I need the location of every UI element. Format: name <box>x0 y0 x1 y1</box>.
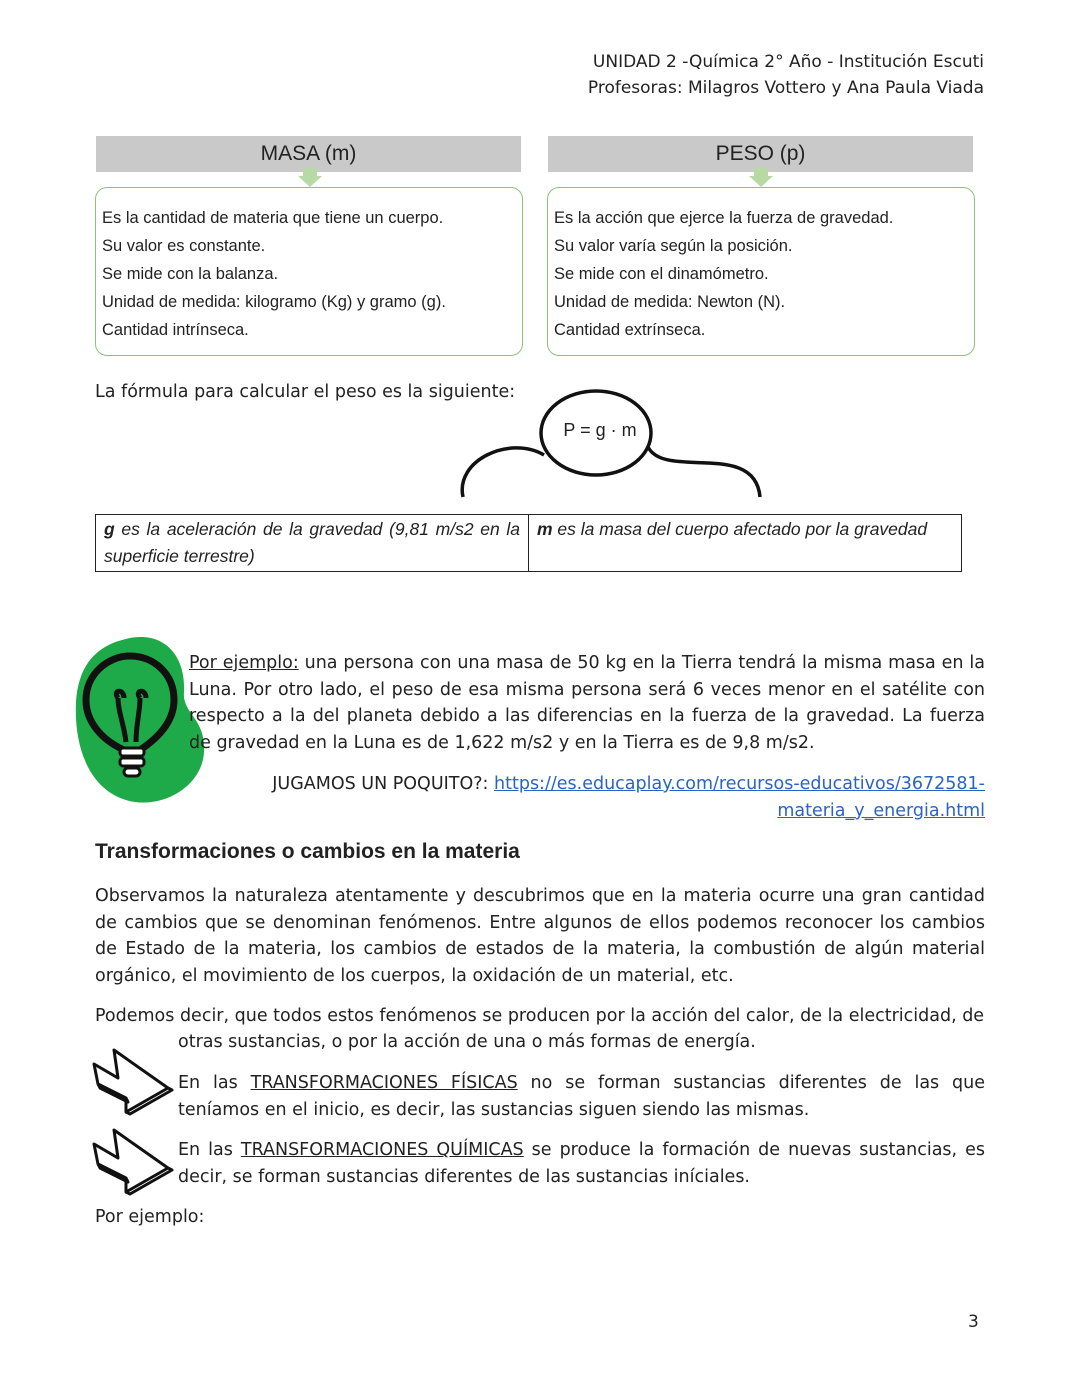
formula-intro: La fórmula para calcular el peso es la siguiente: <box>95 382 516 402</box>
header-teachers: Profesoras: Milagros Vottero y Ana Paula Viada <box>587 78 984 98</box>
g-symbol: g <box>104 519 115 539</box>
peso-line-2: Su valor varía según la posición. <box>554 237 793 255</box>
g-definition: es la aceleración de la gravedad (9,81 m/s2 en la superficie terrestre) <box>104 519 520 566</box>
peso-arrow-down-icon <box>749 168 773 188</box>
game-label: JUGAMOS UN POQUITO?: <box>272 774 495 794</box>
table-row <box>96 515 962 572</box>
physical-term: TRANSFORMACIONES FÍSICAS <box>250 1073 518 1093</box>
masa-line-2: Su valor es constante. <box>102 237 266 255</box>
arrow-right-icon <box>88 1048 174 1116</box>
section-title: Transformaciones o cambios en la materia <box>95 840 520 863</box>
peso-line-1: Es la acción que ejerce la fuerza de gravedad. <box>554 209 894 227</box>
physical-transformations <box>178 1070 985 1123</box>
masa-card <box>95 187 523 356</box>
example-paragraph <box>189 650 985 756</box>
m-definition: es la masa del cuerpo afectado por la gravedad <box>552 519 928 539</box>
masa-arrow-down-icon <box>298 168 322 188</box>
example-label: Por ejemplo: <box>189 653 299 673</box>
section-paragraph-1: Observamos la naturaleza atentamente y descubrimos que en la materia ocurre una gran cantidad de cambios que se denominan fenómenos. Entre algunos de ellos podemos reconocer los cambios de Estado de la materia, los cambios de estados de la materia, la combustión de algún material orgánico, el movimiento de los cuerpos, la oxidación de un material, etc. <box>95 886 985 986</box>
masa-line-4: Unidad de medida: kilogramo (Kg) y gramo (g). <box>102 293 446 311</box>
closing-example: Por ejemplo: <box>95 1207 205 1227</box>
peso-line-5: Cantidad extrínseca. <box>554 321 706 339</box>
physical-description: no se forman sustancias diferentes de las que teníamos en el inicio, es decir, las sustancias siguen siendo las mismas. <box>178 1073 985 1120</box>
arrow-right-icon <box>88 1128 174 1196</box>
peso-card <box>547 187 975 356</box>
chemical-transformations <box>178 1137 985 1190</box>
chemical-prefix: En las <box>178 1140 241 1160</box>
example-text: una persona con una masa de 50 kg en la Tierra tendrá la misma masa en la Luna. Por otro lado, el peso de esa misma persona será 6 veces menor en el satélite con respecto a la del planeta debido a las diferencias en la fuerza de la gravedad. La fuerza de gravedad en la Luna es de 1,622 m/s2 y en la Tierra es de 9,8 m/s2. <box>189 653 985 753</box>
definitions-table <box>95 514 962 572</box>
g-definition-cell <box>96 515 529 572</box>
physical-prefix: En las <box>178 1073 251 1093</box>
chemical-description: se produce la formación de nuevas sustancias, es decir, se forman sustancias diferentes de las sustancias iníciales. <box>178 1140 985 1187</box>
masa-card-title: MASA (m) <box>96 136 521 172</box>
masa-line-3: Se mide con la balanza. <box>102 265 279 283</box>
game-link-part-2[interactable]: materia_y_energia.html <box>777 800 985 821</box>
peso-line-4: Unidad de medida: Newton (N). <box>554 293 786 311</box>
m-symbol: m <box>537 519 553 539</box>
peso-line-3: Se mide con el dinamómetro. <box>554 265 769 283</box>
page-number: 3 <box>968 1312 979 1332</box>
m-definition-cell <box>529 515 962 572</box>
page-header <box>588 49 984 101</box>
game-link-part-1[interactable]: https://es.educaplay.com/recursos-educativos/3672581- <box>494 774 985 794</box>
section-paragraph-2-line-2: otras sustancias, o por la acción de una o más formas de energía. <box>178 1032 756 1052</box>
chemical-term: TRANSFORMACIONES QUÍMICAS <box>240 1140 524 1160</box>
formula-expression: P = g · m <box>563 420 637 440</box>
formula-diagram <box>450 385 780 505</box>
game-link-line <box>240 771 985 824</box>
peso-card-title: PESO (p) <box>548 136 973 172</box>
masa-line-1: Es la cantidad de materia que tiene un cuerpo. <box>102 209 444 227</box>
section-paragraph-2-line-1: Podemos decir, que todos estos fenómenos se producen por la acción del calor, de la electricidad, de <box>95 1006 985 1026</box>
header-unit: UNIDAD 2 -Química 2° Año - Institución Escuti <box>592 52 984 72</box>
masa-line-5: Cantidad intrínseca. <box>102 321 249 339</box>
